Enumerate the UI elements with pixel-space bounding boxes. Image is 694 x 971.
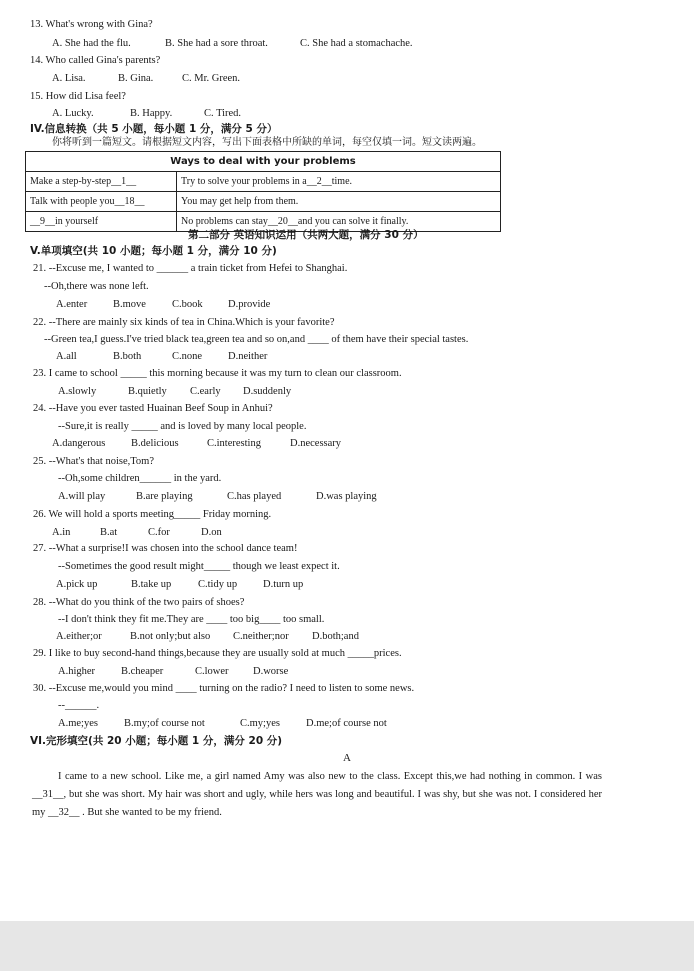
question-21-reply: --Oh,there was none left. — [44, 281, 149, 292]
section-4-instruction: 你将听到一篇短文。请根据短文内容，写出下面表格中所缺的单词，每空仅填一词。短文读两遍。 — [52, 137, 482, 148]
q30-option: A.me;yes — [58, 718, 98, 729]
question-21-stem: 21. --Excuse me, I wanted to ______ a train ticket from Hefei to Shanghai. — [33, 263, 348, 274]
cloze-paragraph — [32, 768, 602, 822]
q29-option: A.higher — [58, 666, 96, 677]
q30-option: B.my;of course not — [124, 718, 205, 729]
question-28-stem: 28. --What do you think of the two pairs of shoes? — [33, 597, 245, 608]
question-15-stem: 15. How did Lisa feel? — [30, 91, 126, 102]
table-cell: Make a step-by-step__1__ — [26, 172, 177, 192]
q23-option: D.suddenly — [243, 386, 292, 397]
table-cell: No problems can stay__20__and you can solve it finally. — [177, 212, 501, 232]
table-row — [26, 192, 501, 212]
q27-option: B.take up — [131, 579, 172, 590]
question-24-stem: 24. --Have you ever tasted Huainan Beef Soup in Anhui? — [33, 403, 273, 414]
q21-option: B.move — [113, 299, 146, 310]
q29-option: D.worse — [253, 666, 289, 677]
q15-option-c: C. Tired. — [204, 108, 242, 119]
q26-option: D.on — [201, 527, 222, 538]
q27-option: C.tidy up — [198, 579, 238, 590]
q22-option: C.none — [172, 351, 203, 362]
q14-option-a: A. Lisa. — [52, 73, 86, 84]
table-cell: Talk with people you__18__ — [26, 192, 177, 212]
page-bottom-band — [0, 921, 694, 971]
q29-option: C.lower — [195, 666, 229, 677]
q15-option-b: B. Happy. — [130, 108, 173, 119]
table-header-row — [26, 152, 501, 172]
question-25-stem: 25. --What's that noise,Tom? — [33, 456, 155, 467]
cloze-paragraph-text: I came to a new school. Like me, a girl named Amy was also new to the class. Except this,we had nothing in common. I was __31__, but she was short. My hair was short and ugly, while hers was long and beautiful. I was shy, but she was not. I considered her my __32__ . But she wanted to be my friend. — [32, 771, 602, 818]
q28-option: D.both;and — [312, 631, 359, 642]
table-cell: You may get help from them. — [177, 192, 501, 212]
question-28-reply: --I don't think they fit me.They are ____ too big____ too small. — [58, 614, 325, 625]
ways-table — [25, 151, 501, 232]
section-5-title: V.单项填空(共 10 小题；每小题 1 分，满分 10 分) — [30, 245, 277, 257]
q25-option: B.are playing — [136, 491, 193, 502]
question-27-reply: --Sometimes the good result might_____ though we least expect it. — [58, 561, 340, 572]
q24-option: A.dangerous — [52, 438, 106, 449]
q27-option: A.pick up — [56, 579, 98, 590]
q13-option-c: C. She had a stomachache. — [300, 38, 413, 49]
table-header: Ways to deal with your problems — [26, 152, 501, 172]
question-13-stem: 13. What's wrong with Gina? — [30, 19, 153, 30]
q22-option: A.all — [56, 351, 77, 362]
q21-option: A.enter — [56, 299, 88, 310]
question-30-reply: --______. — [58, 700, 100, 711]
q28-option: C.neither;nor — [233, 631, 289, 642]
question-27-stem: 27. --What a surprise!I was chosen into the school dance team! — [33, 543, 298, 554]
q25-option: C.has played — [227, 491, 282, 502]
section-6-title: VI.完形填空(共 20 小题；每小题 1 分，满分 20 分) — [30, 735, 283, 747]
table-row — [26, 172, 501, 192]
q22-option: B.both — [113, 351, 142, 362]
q22-option: D.neither — [228, 351, 268, 362]
q28-option: B.not only;but also — [130, 631, 211, 642]
question-26-stem: 26. We will hold a sports meeting_____ Friday morning. — [33, 509, 272, 520]
question-14-stem: 14. Who called Gina's parents? — [30, 55, 161, 66]
question-24-reply: --Sure,it is really _____ and is loved by many local people. — [58, 421, 307, 432]
q24-option: C.interesting — [207, 438, 261, 449]
question-30-stem: 30. --Excuse me,would you mind ____ turning on the radio? I need to listen to some news. — [33, 683, 415, 694]
q14-option-b: B. Gina. — [118, 73, 154, 84]
q21-option: D.provide — [228, 299, 271, 310]
q15-option-a: A. Lucky. — [52, 108, 94, 119]
section-4-title: IV.信息转换（共 5 小题，每小题 1 分，满分 5 分） — [30, 123, 278, 135]
part-2-title: 第二部分 英语知识运用（共两大题，满分 30 分） — [188, 229, 424, 241]
q26-option: B.at — [100, 527, 118, 538]
q26-option: A.in — [52, 527, 71, 538]
q13-option-b: B. She had a sore throat. — [165, 38, 268, 49]
q21-option: C.book — [172, 299, 203, 310]
q29-option: B.cheaper — [121, 666, 164, 677]
q14-option-c: C. Mr. Green. — [182, 73, 241, 84]
q23-option: A.slowly — [58, 386, 97, 397]
question-23-stem: 23. I came to school _____ this morning because it was my turn to clean our classroom. — [33, 368, 402, 379]
q25-option: A.will play — [58, 491, 106, 502]
question-25-reply: --Oh,some children______ in the yard. — [58, 473, 222, 484]
passage-label: A — [343, 752, 351, 764]
question-22-stem: 22. --There are mainly six kinds of tea in China.Which is your favorite? — [33, 317, 335, 328]
q25-option: D.was playing — [316, 491, 377, 502]
q23-option: C.early — [190, 386, 221, 397]
question-29-stem: 29. I like to buy second-hand things,because they are usually sold at much _____prices. — [33, 648, 402, 659]
q24-option: D.necessary — [290, 438, 342, 449]
q26-option: C.for — [148, 527, 170, 538]
q27-option: D.turn up — [263, 579, 304, 590]
q23-option: B.quietly — [128, 386, 167, 397]
table-cell: __9__in yourself — [26, 212, 177, 232]
question-22-reply: --Green tea,I guess.I've tried black tea,green tea and so on,and ____ of them have their special tastes. — [44, 334, 469, 345]
q30-option: D.me;of course not — [306, 718, 387, 729]
q30-option: C.my;yes — [240, 718, 280, 729]
table-cell: Try to solve your problems in a__2__time. — [177, 172, 501, 192]
q28-option: A.either;or — [56, 631, 102, 642]
q24-option: B.delicious — [131, 438, 179, 449]
q13-option-a: A. She had the flu. — [52, 38, 131, 49]
